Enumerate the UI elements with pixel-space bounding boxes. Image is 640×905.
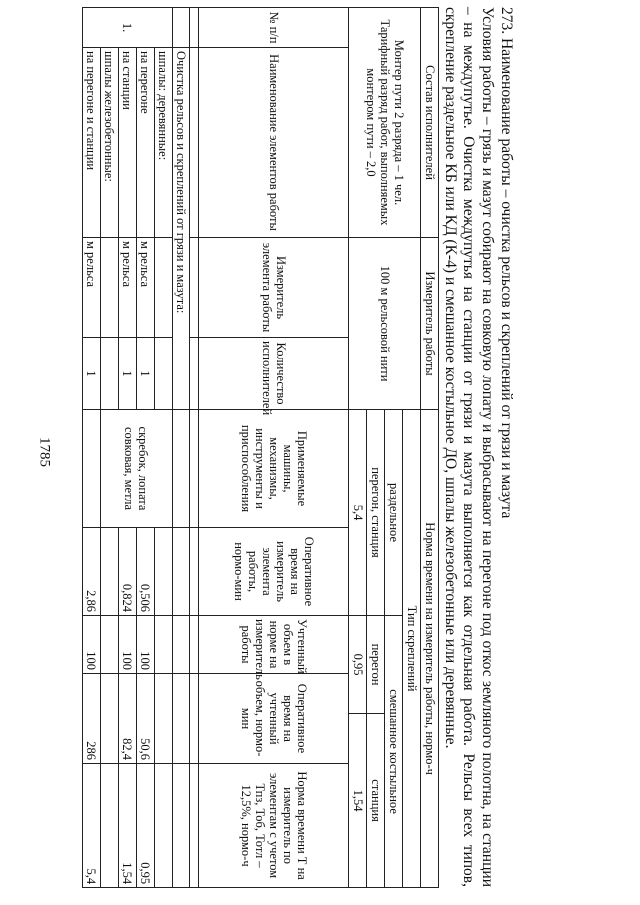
unit-header: Измеритель работы [421, 238, 439, 410]
place-split: перегон, станция [367, 410, 385, 616]
row-optime2: 50,6 [136, 674, 154, 764]
col-unit: Измеритель элемента работы [199, 238, 349, 338]
tariff-grade: Тарифный разряд работ, выполняемых монтером пути – 2,0 [363, 19, 392, 226]
section-row [172, 8, 190, 888]
norm-station: 1,54 [349, 714, 367, 888]
sleepers-concrete-label: шпалы железобетонные: [100, 48, 118, 238]
fastening-header: Тип скреплений [403, 410, 421, 888]
col-name: Наименование элементов работы [199, 48, 349, 238]
staff-composition: Монтер пути 2 разряда – 1 чел. [391, 39, 406, 206]
row-volume: 100 [118, 616, 136, 674]
spacer-row [190, 8, 199, 888]
row-optime: 2,86 [83, 528, 101, 616]
row-optime2: 82,4 [118, 674, 136, 764]
col-norm-elem: Норма времени Т на измеритель по элементам с учетом Тпз, Тоб, Тотл – 12,5%, нормо-ч [199, 764, 349, 888]
fastening-mixed: смешанное костыльное [385, 616, 403, 888]
section-title: Очистка рельсов и скреплений от грязи и мазута: [172, 48, 190, 410]
row-unit: м рельса [118, 238, 136, 338]
col-volume: Учтенный объем в норме на измеритель работы [199, 616, 349, 674]
col-optime: Оперативное время на измеритель элемента работы, нормо-мин [199, 528, 349, 616]
place-station: станция [367, 714, 385, 888]
row-volume: 100 [83, 616, 101, 674]
row-optime: 0,506 [136, 528, 154, 616]
row-norm: 0,95 [136, 764, 154, 888]
col-tools: Применяемые машины, механизмы, инструменты и приспособления [199, 410, 349, 528]
row-name: на перегоне [136, 48, 154, 238]
table-row [154, 8, 172, 888]
row-unit: м рельса [83, 238, 101, 338]
header-row-2 [403, 8, 421, 888]
rotated-document [75, 7, 515, 887]
row-unit: м рельса [136, 238, 154, 338]
work-title: 273. Наименование работы – очистка рельсов и скреплений от грязи и мазута [498, 7, 515, 519]
row-optime2: 286 [83, 674, 101, 764]
row-count: 1 [83, 338, 101, 410]
row-number: 1. [83, 8, 173, 48]
tools-cell: скребок, лопата совковая, метла [100, 410, 172, 528]
unit-value: 100 м рельсовой нити [349, 238, 421, 410]
row-volume: 100 [136, 616, 154, 674]
row-optime: 0,824 [118, 528, 136, 616]
norm-split: 5,4 [349, 410, 367, 616]
row-norm: 1,54 [118, 764, 136, 888]
row-norm: 5,4 [83, 764, 101, 888]
page-number: 1785 [36, 437, 53, 467]
staff-header: Состав исполнителей [421, 8, 439, 238]
col-num: № п/п [199, 8, 349, 48]
place-stretch: перегон [367, 616, 385, 714]
norms-table [82, 7, 439, 888]
document-heading [440, 7, 515, 887]
norm-header: Норма времени на измеритель работы, нормо-ч [421, 410, 439, 888]
work-conditions: Условия работы – грязь и мазут собирают на совковую лопату и выбрасывают на перегоне под откос земляного полотна, на станции – на междупутье. Очистка междупутья на станции от грязи и мазута выполняется как отдельная работа. Рельсы всех типов, скрепление раздельное КБ или КД (К-4) и смешанное костыльное ДО, шпалы железобетонные или деревянные. [441, 7, 497, 887]
row-name: на станции [118, 48, 136, 238]
header-row-1 [421, 8, 439, 888]
row-name: на перегоне и станции [83, 48, 101, 238]
row-count: 1 [136, 338, 154, 410]
table-row [83, 8, 101, 888]
sleepers-wood-label: шпалы: деревянные: [154, 48, 172, 238]
column-header-row [199, 8, 349, 888]
col-count: Количество исполнителей [199, 338, 349, 410]
row-count: 1 [118, 338, 136, 410]
norm-stretch: 0,95 [349, 616, 367, 714]
staff-cell [349, 8, 421, 238]
col-optime2: Оперативное время на учтенный объем, нормо-мин [199, 674, 349, 764]
fastening-split: раздельное [385, 410, 403, 616]
